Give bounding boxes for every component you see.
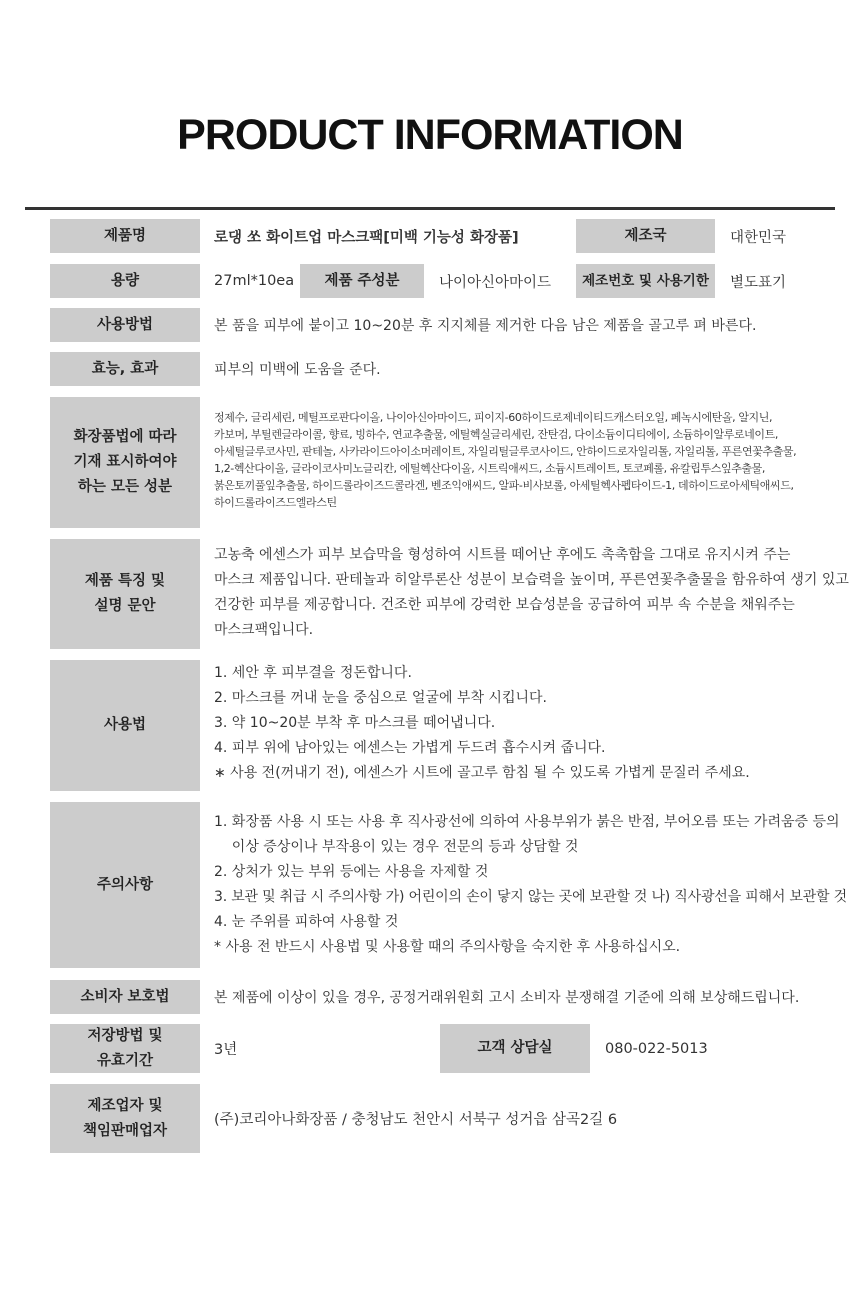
cautions-line: 2. 상처가 있는 부위 등에는 사용을 자제할 것 bbox=[214, 864, 489, 880]
ingredients-list bbox=[214, 409, 834, 511]
ingredients-line: 카보머, 부틸렌글라이콜, 향료, 빙하수, 연교추출물, 에틸헥실글리세린, 잔탄검, 다이소듐이디티에이, 소듐하이알루로네이트, bbox=[214, 428, 778, 441]
label-usage-method bbox=[50, 308, 200, 342]
label-main-ingredient bbox=[300, 264, 424, 298]
ingredients-line: 붉은토끼풀잎추출물, 하이드롤라이즈드콜라겐, 벤조익애씨드, 알파-비사보롤, 아세틸헥사펩타이드-1, 데하이드로아세틱애씨드, bbox=[214, 479, 794, 492]
label-text: 고객 상담실 bbox=[477, 1040, 553, 1056]
label-text: 주의사항 bbox=[96, 876, 154, 893]
value-efficacy: 피부의 미백에 도움을 준다. bbox=[214, 362, 381, 378]
features-text bbox=[214, 543, 849, 643]
label-efficacy bbox=[50, 352, 200, 386]
label-text: 제조업자 및 책임판매업자 bbox=[82, 1097, 168, 1139]
label-text: 화장품법에 따라 기재 표시하여야 하는 모든 성분 bbox=[73, 429, 177, 495]
label-how-to-use bbox=[50, 660, 200, 791]
cautions-list bbox=[214, 810, 847, 960]
features-line: 마스크 제품입니다. 판테놀과 히알루론산 성분이 보습력을 높이며, 푸른연꽃추출물을 함유하여 생기 있고 bbox=[214, 572, 849, 588]
label-text: 소비자 보호법 bbox=[80, 988, 170, 1005]
label-text: 저장방법 및 유효기간 bbox=[87, 1027, 163, 1069]
how-to-use-line: ∗ 사용 전(꺼내기 전), 에센스가 시트에 골고루 함침 될 수 있도록 가볍게 문질러 주세요. bbox=[214, 765, 750, 781]
label-text: 제조번호 및 사용기한 bbox=[582, 272, 709, 289]
label-ingredients bbox=[50, 397, 200, 528]
label-storage bbox=[50, 1024, 200, 1073]
cautions-line: 3. 보관 및 취급 시 주의사항 가) 어린이의 손이 닿지 않는 곳에 보관할 것 나) 직사광선을 피해서 보관할 것 bbox=[214, 889, 847, 905]
features-line: 마스크팩입니다. bbox=[214, 622, 314, 638]
label-text: 제품 주성분 bbox=[324, 272, 400, 289]
ingredients-line: 1,2-헥산다이올, 글라이코사미노글리칸, 에틸헥산다이올, 시트릭애씨드, 소듐시트레이트, 토코페롤, 유칼립투스잎추출물, bbox=[214, 462, 765, 475]
label-text: 제조국 bbox=[624, 227, 667, 244]
label-consumer-protection bbox=[50, 980, 200, 1014]
label-text: 제품 특징 및 설명 문안 bbox=[84, 573, 166, 614]
ingredients-line: 정제수, 글리세린, 메틸프로판다이올, 나이아신아마이드, 피이지-60하이드로제네이티드캐스터오일, 페녹시에탄올, 알지닌, bbox=[214, 411, 773, 424]
how-to-use-steps bbox=[214, 661, 834, 786]
label-country bbox=[576, 219, 715, 253]
title-divider bbox=[25, 207, 835, 210]
label-text: 제품명 bbox=[103, 227, 147, 244]
value-capacity: 27ml*10ea bbox=[214, 273, 295, 289]
value-usage-method: 본 품을 피부에 붙이고 10~20분 후 지지체를 제거한 다음 남은 제품을 골고루 펴 바른다. bbox=[214, 318, 757, 334]
label-features bbox=[50, 539, 200, 649]
value-lot-expiry: 별도표기 bbox=[730, 274, 787, 291]
how-to-use-line: 1. 세안 후 피부결을 정돈합니다. bbox=[214, 665, 412, 681]
cautions-line: 1. 화장품 사용 시 또는 사용 후 직사광선에 의하여 사용부위가 붉은 반점, 부어오름 또는 가려움증 등의 bbox=[214, 814, 840, 830]
how-to-use-line: 4. 피부 위에 남아있는 에센스는 가볍게 두드려 흡수시켜 줍니다. bbox=[214, 740, 606, 756]
ingredients-line: 아세틸글루코사민, 판테놀, 사카라이드아이소머레이트, 자일리틸글루코사이드, 안하이드로자일리톨, 자일리톨, 푸른연꽃추출물, bbox=[214, 445, 797, 458]
label-manufacturer bbox=[50, 1084, 200, 1153]
ingredients-line: 하이드롤라이즈드엘라스틴 bbox=[214, 496, 337, 509]
cautions-line: 이상 증상이나 부작용이 있는 경우 전문의 등과 상담할 것 bbox=[214, 839, 579, 855]
label-lot-expiry bbox=[576, 264, 715, 298]
value-manufacturer: (주)코리아나화장품 / 충청남도 천안시 서북구 성거읍 삼곡2길 6 bbox=[214, 1112, 618, 1128]
cautions-line: 4. 눈 주위를 피하여 사용할 것 bbox=[214, 914, 399, 930]
value-product-name: 로댕 쏘 화이트업 마스크팩[미백 기능성 화장품] bbox=[214, 229, 519, 246]
label-text: 효능, 효과 bbox=[91, 360, 159, 377]
features-line: 고농축 에센스가 피부 보습막을 형성하여 시트를 떼어난 후에도 촉촉함을 그대로 유지시켜 주는 bbox=[214, 547, 791, 563]
label-text: 사용법 bbox=[103, 717, 147, 733]
page-title: PRODUCT INFORMATION bbox=[177, 111, 683, 159]
value-country: 대한민국 bbox=[730, 229, 787, 246]
label-product-name bbox=[50, 219, 200, 253]
label-text: 사용방법 bbox=[96, 316, 154, 333]
value-customer-service-phone: 080-022-5013 bbox=[605, 1040, 708, 1057]
how-to-use-line: 2. 마스크를 꺼내 눈을 중심으로 얼굴에 부착 시킵니다. bbox=[214, 690, 547, 706]
how-to-use-line: 3. 약 10~20분 부착 후 마스크를 떼어냅니다. bbox=[214, 715, 496, 731]
value-consumer-protection: 본 제품에 이상이 있을 경우, 공정거래위원회 고시 소비자 분쟁해결 기준에 의해 보상해드립니다. bbox=[214, 990, 800, 1006]
value-storage: 3년 bbox=[214, 1042, 238, 1058]
label-customer-service bbox=[440, 1024, 590, 1073]
features-line: 건강한 피부를 제공합니다. 건조한 피부에 강력한 보습성분을 공급하여 피부 속 수분을 채워주는 bbox=[214, 597, 795, 613]
value-main-ingredient: 나이아신아마이드 bbox=[439, 274, 552, 291]
label-text: 용량 bbox=[110, 272, 139, 289]
cautions-line: * 사용 전 반드시 사용법 및 사용할 때의 주의사항을 숙지한 후 사용하십시오. bbox=[214, 939, 681, 955]
label-capacity bbox=[50, 264, 200, 298]
label-cautions bbox=[50, 802, 200, 968]
